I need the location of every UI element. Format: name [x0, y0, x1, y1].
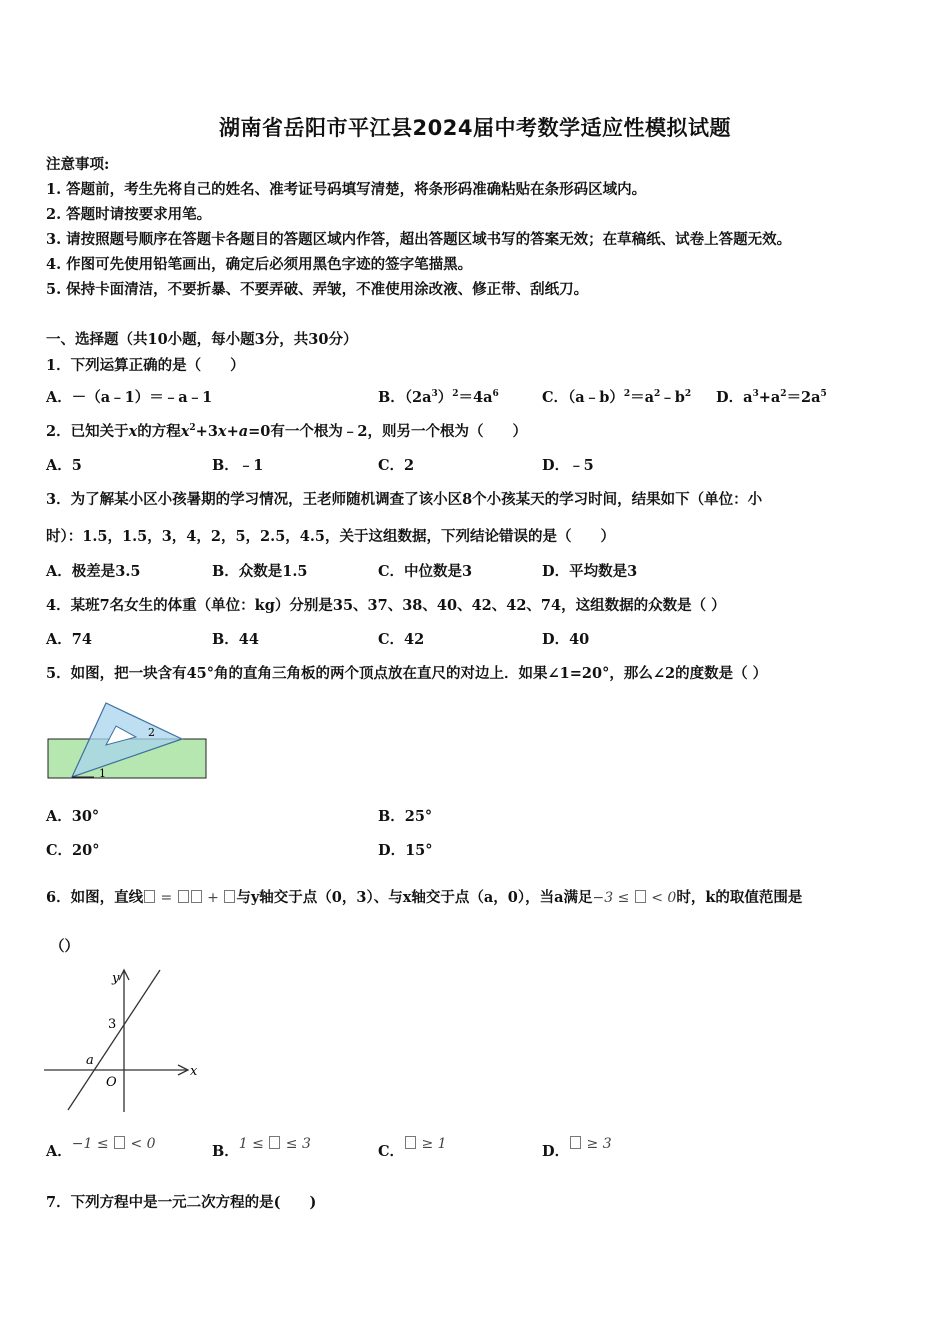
q2-option-b: B．﹣1	[212, 457, 264, 474]
q2-option-a: A．5	[46, 457, 82, 474]
q5-option-b: B．25°	[378, 808, 433, 825]
question-6-paren: （）	[50, 938, 79, 955]
ruler-triangle-figure	[44, 698, 214, 784]
q1-option-c: C．$(a﹣b)^2=a^2﹣b^2$	[542, 389, 692, 406]
y-axis-label: y	[112, 971, 120, 986]
a-range-formula: −3 ≤ < 0	[592, 890, 677, 906]
section-heading: 一、选择题（共10小题，每小题3分，共30分）	[46, 331, 358, 348]
q6-option-a: A．−1 ≤ < 0	[46, 1136, 156, 1160]
question-4-stem: 4．某班7名女生的体重（单位：kg）分别是35、37、38、40、42、42、74，这组数据的众数是（ ）	[46, 597, 726, 614]
q1-option-d: D．$a^3+a^2=2a^5$	[716, 389, 827, 406]
q5-option-d: D．15°	[378, 842, 433, 859]
q1-option-b: B．$(2a^3)^2=4a^6$	[378, 389, 499, 406]
q3-option-b: B．众数是1.5	[212, 563, 308, 580]
q5-option-c: C．20°	[46, 842, 100, 859]
question-1-stem: 1．下列运算正确的是（ ）	[46, 357, 245, 374]
q6-option-d: D． ≥ 3	[542, 1136, 612, 1160]
notice-item: 3. 请按照题号顺序在答题卡各题目的答题区域内作答，超出答题区域书写的答案无效；在草稿纸、试卷上答题无效。	[46, 231, 792, 248]
q2-option-c: C．2	[378, 457, 415, 474]
q4-option-a: A．74	[46, 631, 92, 648]
line-equation-image: = +	[143, 890, 236, 906]
q4-option-c: C．42	[378, 631, 425, 648]
q1-option-a: A．－（a﹣1）＝﹣a﹣1	[46, 389, 213, 406]
page-title: 湖南省岳阳市平江县2024届中考数学适应性模拟试题	[219, 116, 731, 140]
notice-item: 2. 答题时请按要求用笔。	[46, 206, 212, 223]
question-2-stem: 2．已知关于x的方程$x^2+3x+a=0$有一个根为﹣2，则另一个根为（ ）	[46, 423, 527, 440]
notice-item: 5. 保持卡面清洁，不要折暴、不要弄破、弄皱，不准使用涂改液、修正带、刮纸刀。	[46, 281, 589, 298]
question-7-stem: 7．下列方程中是一元二次方程的是( )	[46, 1194, 317, 1211]
angle-2-label: 2	[148, 726, 155, 739]
question-5-stem: 5．如图，把一块含有45°角的直角三角板的两个顶点放在直尺的对边上．如果∠1=20°，那么∠2的度数是（ ）	[46, 665, 768, 682]
question-3-stem-line2: 时）：1.5，1.5，3，4，2，5，2.5，4.5，关于这组数据，下列结论错误的是（ ）	[46, 528, 616, 545]
line-graph-figure	[40, 962, 210, 1116]
q3-option-c: C．中位数是3	[378, 563, 473, 580]
q4-option-d: D．40	[542, 631, 590, 648]
notice-item: 1. 答题前，考生先将自己的姓名、准考证号码填写清楚，将条形码准确粘贴在条形码区域内。	[46, 181, 647, 198]
intercept-3-label: 3	[108, 1017, 117, 1032]
angle-1-label: 1	[99, 767, 106, 780]
question-6-stem: 6．如图，直线 = + 与y轴交于点（0，3）、与x轴交于点（a，0），当a满足−3 ≤ < 0时，k的取值范围是	[46, 889, 803, 906]
notice-item: 4. 作图可先使用铅笔画出，确定后必须用黑色字迹的签字笔描黑。	[46, 256, 473, 273]
q3-option-a: A．极差是3.5	[46, 563, 141, 580]
question-3-stem-line1: 3．为了解某小区小孩暑期的学习情况，王老师随机调查了该小区8个小孩某天的学习时间，结果如下（单位：小	[46, 491, 763, 508]
q6-option-b: B．1 ≤ ≤ 3	[212, 1136, 311, 1160]
x-axis-label: x	[190, 1064, 198, 1079]
q3-option-d: D．平均数是3	[542, 563, 638, 580]
q6-option-c: C． ≥ 1	[378, 1136, 447, 1160]
origin-label: O	[106, 1075, 117, 1090]
q4-option-b: B．44	[212, 631, 259, 648]
q5-option-a: A．30°	[46, 808, 100, 825]
notice-heading: 注意事项:	[46, 156, 110, 173]
intercept-a-label: a	[86, 1053, 94, 1068]
q2-option-d: D．﹣5	[542, 457, 594, 474]
